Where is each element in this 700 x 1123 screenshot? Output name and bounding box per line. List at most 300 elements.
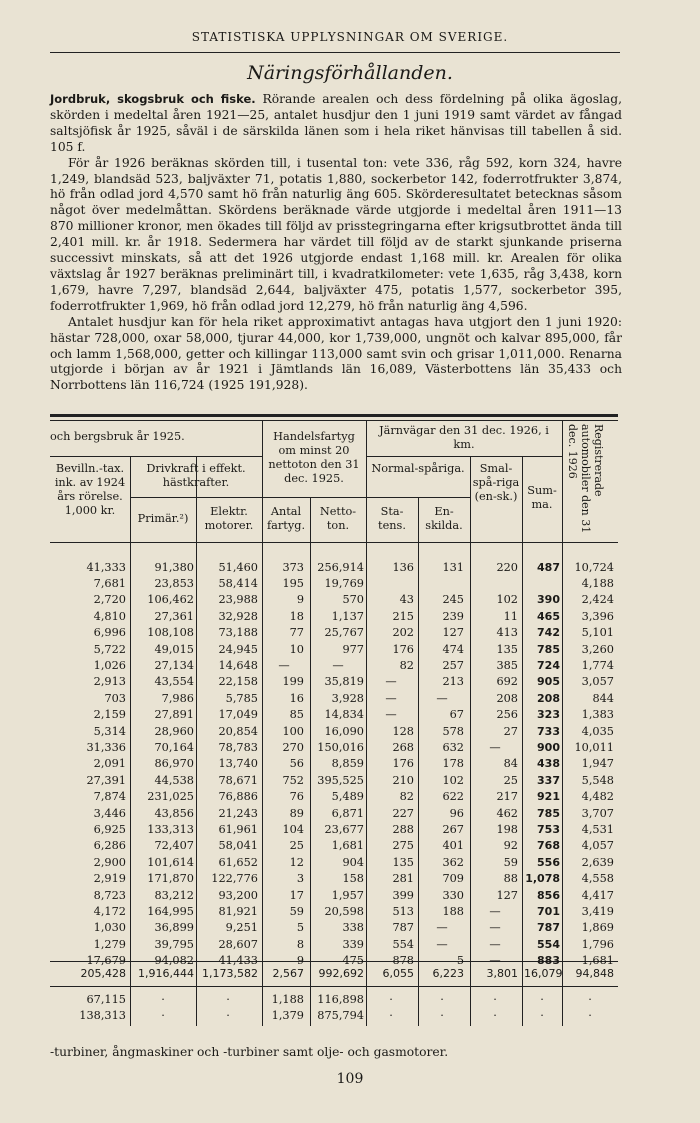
column-divider — [562, 421, 563, 1026]
table-cell: 465 — [537, 609, 560, 623]
extra-cell: · — [389, 1009, 393, 1023]
table-cell: 752 — [282, 773, 304, 787]
table-cell: 22,158 — [218, 675, 258, 689]
table-top-rule-thin — [50, 420, 618, 421]
table-cell: 27,391 — [86, 773, 126, 787]
table-cell-group — [264, 806, 304, 887]
table-cell: 513 — [392, 905, 414, 919]
table-cell: 150,016 — [317, 741, 364, 755]
table-cell: 1,279 — [93, 937, 126, 951]
table-cell: 4,172 — [93, 905, 126, 919]
table-cell: 7,681 — [93, 577, 126, 591]
table-cell: 24,945 — [218, 643, 258, 656]
extra-cell: · — [588, 1009, 592, 1023]
table-cell: 787 — [392, 921, 414, 935]
table-cell: 1,137 — [331, 609, 364, 623]
table-cell: 27 — [503, 725, 518, 738]
table-cell: 8 — [296, 937, 304, 951]
table-cell-group — [368, 642, 414, 723]
table-cell: 3,928 — [331, 691, 364, 705]
table-cell: 127 — [442, 625, 464, 639]
extra-cell-group — [368, 992, 414, 1024]
extra-cell-group — [198, 992, 258, 1024]
table-cell: 6,996 — [93, 625, 126, 639]
table-cell: 692 — [496, 675, 518, 689]
table-cell: 58,041 — [218, 839, 258, 853]
table-cell: 5,722 — [93, 643, 126, 656]
table-cell: 323 — [537, 707, 560, 721]
extra-cell-group — [472, 992, 518, 1024]
table-cell: 268 — [392, 741, 414, 755]
table-cell: 14,834 — [324, 707, 364, 721]
header-rule — [50, 52, 620, 53]
extra-cell: · — [161, 1009, 165, 1023]
table-cell: 25 — [289, 839, 304, 853]
table-cell: 27,891 — [154, 707, 194, 721]
paragraph — [50, 92, 622, 156]
table-cell: 6,925 — [93, 823, 126, 837]
table-cell-group — [52, 642, 126, 723]
table-cell: 17 — [289, 889, 304, 902]
table-cell-group — [312, 806, 364, 887]
table-cell-group — [312, 724, 364, 805]
table-cell: 106,462 — [147, 593, 194, 607]
table-cell: 43 — [399, 593, 414, 607]
table-cell: 108,108 — [147, 625, 194, 639]
extra-cell-group — [312, 992, 364, 1024]
table-cell: 709 — [442, 871, 464, 885]
table-cell: 474 — [442, 643, 464, 656]
table-cell: 25 — [503, 773, 518, 787]
table-cell: 883 — [537, 953, 560, 967]
table-cell: 20,598 — [324, 905, 364, 919]
table-cell: 104 — [282, 823, 304, 837]
table-cell — [420, 576, 464, 592]
table-cell-group — [198, 724, 258, 805]
table-cell-group — [566, 642, 614, 723]
table-cell: 900 — [537, 741, 560, 755]
column-divider — [470, 456, 471, 1026]
paragraph-lead: Jordbruk, skogsbruk och fiske. — [50, 92, 256, 106]
table-cell: 176 — [392, 757, 414, 771]
table-cell: 21,243 — [218, 807, 258, 820]
table-cell: 176 — [392, 643, 414, 656]
table-cell: 14,648 — [218, 659, 258, 673]
table-cell: 128 — [392, 725, 414, 738]
table-cell: 202 — [392, 625, 414, 639]
table-cell: 4,482 — [581, 789, 614, 803]
table-cell: 8,723 — [93, 889, 126, 902]
table-cell: 578 — [442, 725, 464, 738]
table-cell-group — [198, 806, 258, 887]
extra-cell-group — [52, 992, 126, 1024]
table-cell: 58,414 — [218, 577, 258, 591]
table-cell: 67 — [449, 707, 464, 721]
table-cell: 256 — [496, 707, 518, 721]
table-cell-group — [368, 888, 414, 969]
total-cell: 16,079 — [524, 967, 563, 980]
table-cell-group — [264, 888, 304, 969]
table-cell: 239 — [442, 609, 464, 623]
table-cell: 3,707 — [581, 807, 614, 820]
table-cell: 83,212 — [154, 889, 194, 902]
header-beviln: Bevilln.-tax. ink. av 1924 års rörelse. 1,000 kr. — [54, 462, 126, 517]
table-cell: — — [436, 691, 448, 705]
table-cell: 1,947 — [581, 757, 614, 771]
table-cell: 31,336 — [86, 741, 126, 755]
table-cell: 86,970 — [154, 757, 194, 771]
table-cell-group — [312, 642, 364, 723]
total-cell: 205,428 — [80, 967, 126, 980]
table-cell: 438 — [537, 757, 560, 771]
table-cell — [472, 576, 518, 592]
table-cell: 208 — [537, 691, 560, 705]
table-cell: 92 — [503, 839, 518, 853]
table-cell: 413 — [496, 625, 518, 639]
extra-cell: · — [226, 993, 230, 1006]
table-cell: 102 — [496, 593, 518, 607]
table-cell: 210 — [392, 773, 414, 787]
table-cell: 133,313 — [147, 823, 194, 837]
table-cell: 1,026 — [93, 659, 126, 673]
table-cell: 41,433 — [218, 953, 258, 967]
table-cell — [368, 576, 414, 592]
extra-cell: 875,794 — [317, 1009, 364, 1023]
table-cell: — — [489, 741, 501, 755]
table-cell: 178 — [442, 757, 464, 771]
table-cell: 94,082 — [154, 953, 194, 967]
table-cell: 3,419 — [581, 905, 614, 919]
table-cell: 35,819 — [324, 675, 364, 689]
table-cell: 2,913 — [93, 675, 126, 689]
table-cell: 6,871 — [331, 807, 364, 820]
table-cell: 373 — [282, 561, 304, 574]
table-cell: 217 — [496, 789, 518, 803]
extra-cell: · — [389, 993, 393, 1006]
table-cell-group — [52, 888, 126, 969]
table-cell: 188 — [442, 905, 464, 919]
table-cell: 3,057 — [581, 675, 614, 689]
table-cell: 2,424 — [581, 593, 614, 607]
table-cell: 703 — [104, 691, 126, 705]
table-cell: 1,869 — [581, 921, 614, 935]
table-cell: 338 — [342, 921, 364, 935]
table-cell: 85 — [289, 707, 304, 721]
table-cell: 8,859 — [331, 757, 364, 771]
table-cell-group — [566, 888, 614, 969]
table-cell: 785 — [537, 643, 560, 656]
table-cell: 3 — [296, 871, 304, 885]
page-number: 109 — [336, 1071, 364, 1087]
table-cell: 1,796 — [581, 937, 614, 951]
extra-cell: · — [540, 1009, 544, 1023]
table-cell: 122,776 — [211, 871, 258, 885]
table-cell: 1,078 — [525, 871, 560, 885]
extra-cell: · — [493, 993, 497, 1006]
table-cell: 4,188 — [581, 577, 614, 591]
body-text — [50, 92, 622, 394]
table-cell: 127 — [496, 889, 518, 902]
table-cell: 487 — [537, 561, 560, 574]
table-cell: 195 — [282, 577, 304, 591]
table-cell: 23,677 — [324, 823, 364, 837]
header-drivkraft: Drivkraft i effekt. hästkrafter. — [146, 462, 246, 489]
table-cell: 10 — [289, 643, 304, 656]
table-cell: 385 — [496, 659, 518, 673]
table-cell-group — [52, 724, 126, 805]
table-cell: 208 — [496, 691, 518, 705]
section-title: Näringsförhållanden. — [247, 62, 453, 84]
extra-cell-group — [566, 992, 614, 1024]
table-cell: 1,030 — [93, 921, 126, 935]
table-cell: 23,853 — [154, 577, 194, 591]
table-cell: 43,554 — [154, 675, 194, 689]
table-cell-group — [132, 642, 194, 723]
table-cell: 5,314 — [93, 725, 126, 738]
table-cell: 36,899 — [154, 921, 194, 935]
table-cell: 78,671 — [218, 773, 258, 787]
table-cell: 28,960 — [154, 725, 194, 738]
table-cell: 5,101 — [581, 625, 614, 639]
table-cell: 227 — [392, 807, 414, 820]
table-cell-group — [198, 888, 258, 969]
table-cell: 11 — [503, 609, 518, 623]
table-cell: 17,049 — [218, 707, 258, 721]
table-cell-group — [264, 642, 304, 723]
table-cell-group — [472, 724, 518, 805]
paragraph-text: Rörande arealen och dess fördelning på olika ägoslag, skörden i medeltal åren 1921—25, antalet husdjur den 1 juni 1919 samt värdet av fångad saltsjöfisk år 1925, såväl i de särskilda länen som i hela riket hänvisas till tabellen å sid. 105 f. — [50, 92, 622, 154]
header-normal: Normal-spåriga. — [371, 462, 465, 475]
table-cell: 16,090 — [324, 725, 364, 738]
table-cell: 39,795 — [154, 937, 194, 951]
table-cell-group — [472, 560, 518, 641]
table-cell: — — [436, 921, 448, 935]
table-cell: 72,407 — [154, 839, 194, 853]
table-cell: 135 — [496, 643, 518, 656]
table-cell: 275 — [392, 839, 414, 853]
header-antal: Antal fartyg. — [266, 505, 306, 532]
table-cell: 4,531 — [581, 823, 614, 837]
table-cell: 164,995 — [147, 905, 194, 919]
table-cell: 198 — [496, 823, 518, 837]
table-cell: 17,679 — [86, 953, 126, 967]
extra-cell-group — [524, 992, 560, 1024]
extra-cell-group — [264, 992, 304, 1024]
table-cell: 70,164 — [154, 741, 194, 755]
header-jarnvagar: Järnvägar den 31 dec. 1926, i km. — [379, 424, 549, 451]
table-cell: 3,260 — [581, 643, 614, 656]
table-cell: 27,134 — [154, 659, 194, 673]
table-cell: 4,035 — [581, 725, 614, 738]
table-cell: 56 — [289, 757, 304, 771]
table-cell: 3,396 — [581, 609, 614, 623]
table-cell-group — [312, 560, 364, 641]
table-cell: 49,015 — [154, 643, 194, 656]
table-cell: 787 — [537, 921, 560, 935]
table-cell-group — [420, 642, 464, 723]
table-cell: 281 — [392, 871, 414, 885]
table-cell-group — [132, 724, 194, 805]
table-cell: 5 — [456, 953, 464, 967]
column-divider — [262, 421, 263, 1026]
table-cell-group — [368, 806, 414, 887]
table-cell-group — [198, 560, 258, 641]
table-cell: 12 — [289, 855, 304, 869]
table-cell: — — [385, 691, 397, 705]
table-cell: 61,652 — [218, 855, 258, 869]
table-cell: 19,769 — [324, 577, 364, 591]
table-cell-group — [420, 806, 464, 887]
table-cell: 724 — [537, 659, 560, 673]
table-cell: 475 — [342, 953, 364, 967]
table-cell: 337 — [537, 773, 560, 787]
table-cell: 199 — [282, 675, 304, 689]
table-cell: 977 — [342, 643, 364, 656]
footnote: -turbiner, ångmaskiner och -turbiner samt olje- och gasmotorer. — [50, 1045, 449, 1059]
table-cell: 267 — [442, 823, 464, 837]
table-cell: 27,361 — [154, 609, 194, 623]
table-cell: 231,025 — [147, 789, 194, 803]
table-cell — [524, 576, 560, 592]
column-divider — [310, 497, 311, 1026]
table-cell: 245 — [442, 593, 464, 607]
table-cell: 213 — [442, 675, 464, 689]
table-cell: 733 — [537, 725, 560, 738]
header-divider — [50, 456, 262, 457]
table-cell: 1,681 — [331, 839, 364, 853]
table-cell: 78,783 — [218, 741, 258, 755]
table-cell-group — [368, 724, 414, 805]
table-cell: 554 — [392, 937, 414, 951]
header-registrerade: Registrerade automobiler den 31 dec. 1926 — [566, 424, 605, 534]
table-cell: 82 — [399, 659, 414, 673]
table-cell: 41,333 — [86, 561, 126, 574]
paragraph-text: Antalet husdjur kan för hela riket approximativt antagas hava utgjort den 1 juni 1920: hästar 728,000, oxar 58,000, tjurar 44,000, kor 1,739,000, ungnöt och kalvar 895,000, får och lamm 1,568,000, getter och killingar 113,000 samt svin och grisar 1,011,000. Renarna utgjorde i början av år 1921 i Jämtlands län 16,089, Västerbottens län 35,433 och Norrbottens län 116,724 (1925 191,928). — [50, 314, 622, 393]
table-cell-group — [472, 888, 518, 969]
table-cell: 905 — [537, 675, 560, 689]
table-cell: 9 — [296, 953, 304, 967]
table-cell: — — [278, 659, 290, 673]
table-cell: 395,525 — [317, 773, 364, 787]
table-top-rule — [50, 414, 618, 417]
table-cell-group — [566, 724, 614, 805]
table-cell: 330 — [442, 889, 464, 902]
table-cell: 7,986 — [161, 691, 194, 705]
table-cell: 73,188 — [218, 625, 258, 639]
table-cell: 100 — [282, 725, 304, 738]
extra-cell: 67,115 — [86, 993, 126, 1006]
running-head: STATISTISKA UPPLYSNINGAR OM SVERIGE. — [191, 30, 509, 44]
table-cell: — — [385, 675, 397, 689]
table-cell: 632 — [442, 741, 464, 755]
table-cell-group — [420, 724, 464, 805]
table-cell-group — [472, 806, 518, 887]
table-extra-rule — [50, 986, 618, 987]
table-cell-group — [524, 724, 560, 805]
table-cell: 753 — [537, 823, 560, 837]
table-cell: 1,957 — [331, 889, 364, 902]
table-cell-group — [566, 560, 614, 641]
total-cell: 3,801 — [486, 967, 518, 980]
table-cell-group — [524, 560, 560, 641]
table-cell: 3,446 — [93, 807, 126, 820]
table-cell: 25,767 — [324, 625, 364, 639]
table-cell: 59 — [503, 855, 518, 869]
table-cell: 362 — [442, 855, 464, 869]
table-cell-group — [132, 560, 194, 641]
table-cell: 1,681 — [581, 953, 614, 967]
total-cell: 94,848 — [575, 967, 614, 980]
table-cell-group — [420, 560, 464, 641]
table-cell: — — [489, 937, 501, 951]
table-cell: 701 — [537, 905, 560, 919]
table-cell: 556 — [537, 855, 560, 869]
table-cell: 76,886 — [218, 789, 258, 803]
extra-cell: · — [493, 1009, 497, 1023]
extra-cell-group — [420, 992, 464, 1024]
extra-cell: 1,379 — [271, 1009, 304, 1023]
header-smal: Smal-spå-riga (en-sk.) — [472, 462, 520, 503]
table-cell: 401 — [442, 839, 464, 853]
total-cell: 992,692 — [318, 967, 364, 980]
table-cell: 43,856 — [154, 807, 194, 820]
table-cell: 390 — [537, 593, 560, 607]
table-cell: 220 — [496, 561, 518, 574]
table-cell: 28,607 — [218, 937, 258, 951]
column-divider — [366, 421, 367, 1026]
table-cell-group — [472, 642, 518, 723]
table-cell: — — [489, 921, 501, 935]
table-cell-group — [312, 888, 364, 969]
column-divider — [130, 456, 131, 1026]
column-divider — [418, 497, 419, 1026]
table-cell: — — [489, 953, 501, 967]
table-cell: 622 — [442, 789, 464, 803]
total-cell: 2,567 — [272, 967, 304, 980]
header-handelsfartyg: Handelsfartyg om minst 20 nettoton den 31 dec. 1925. — [268, 430, 360, 485]
table-cell: 158 — [342, 871, 364, 885]
table-cell: 84 — [503, 757, 518, 771]
table-cell: 91,380 — [154, 561, 194, 574]
table-cell: 4,417 — [581, 889, 614, 902]
table-cell-group — [524, 888, 560, 969]
table-cell: 10,011 — [574, 741, 614, 755]
extra-cell: · — [440, 1009, 444, 1023]
table-cell-group — [566, 806, 614, 887]
table-cell: 61,961 — [218, 823, 258, 837]
table-cell: 742 — [537, 625, 560, 639]
table-cell: 20,854 — [218, 725, 258, 738]
table-cell: 102 — [442, 773, 464, 787]
total-cell: 6,223 — [432, 967, 464, 980]
table-cell-group — [368, 560, 414, 641]
table-cell: 257 — [442, 659, 464, 673]
table-cell: 921 — [537, 789, 560, 803]
extra-cell: · — [161, 993, 165, 1006]
table-cell: 16 — [289, 691, 304, 705]
extra-cell: 1,188 — [271, 993, 304, 1006]
header-elektr: Elektr. motorer. — [204, 505, 254, 532]
header-summa: Sum-ma. — [527, 484, 557, 511]
header-netto: Netto-ton. — [319, 505, 357, 532]
table-cell: 2,159 — [93, 707, 126, 721]
table-cell: 768 — [537, 839, 560, 853]
total-cell: 6,055 — [382, 967, 414, 980]
table-cell: — — [385, 707, 397, 721]
header-enskilda: En-skilda. — [425, 505, 463, 532]
table-cell: 51,460 — [218, 561, 258, 574]
header-divider — [366, 497, 470, 498]
